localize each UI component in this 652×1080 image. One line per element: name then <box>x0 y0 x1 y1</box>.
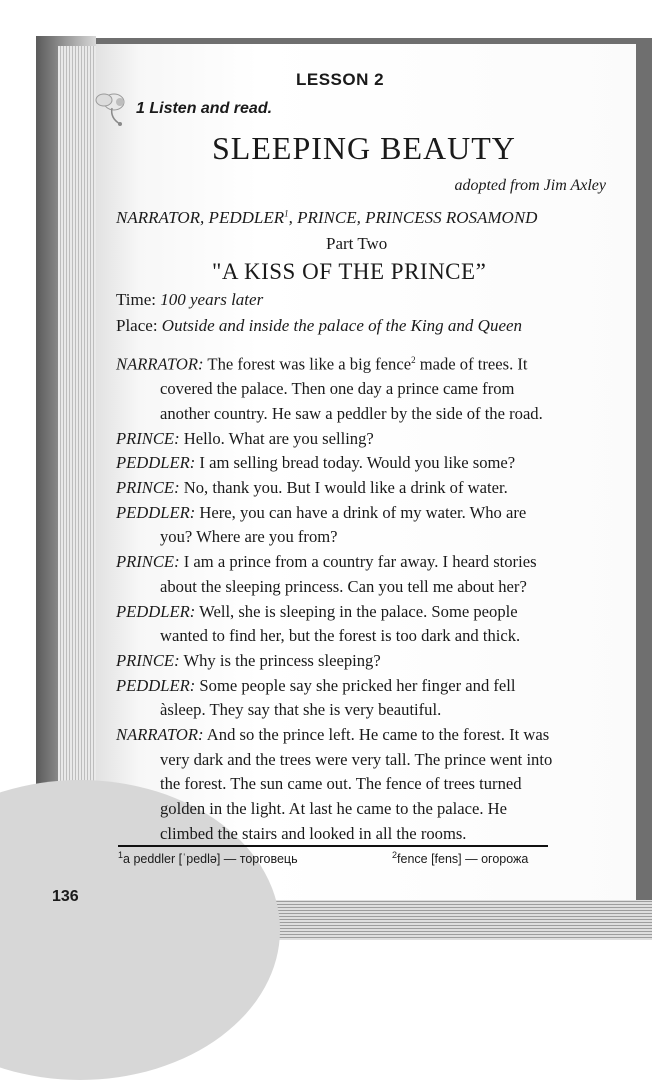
dialogue-continuation: climbed the stairs and looked in all the rooms. <box>160 823 467 843</box>
dialogue-continuation: wanted to find her, but the forest is too dark and thick. <box>160 626 521 646</box>
book-page-edges <box>58 46 100 906</box>
speaker-name: PRINCE: <box>116 552 180 572</box>
footnote-mark: 2 <box>411 355 416 365</box>
scene-title: "A KISS OF THE PRINCE” <box>212 259 487 284</box>
speaker-name: PEDDLER: <box>116 453 196 473</box>
adaptation-credit: adopted from Jim Axley <box>454 177 606 194</box>
dialogue-text: made of trees. It <box>415 354 528 374</box>
dialogue-continuation: you? Where are you from? <box>160 527 338 547</box>
footnote-1-text: a peddler [ˈpedlə] — торговець <box>123 852 298 867</box>
part-label: Part Two <box>326 234 388 253</box>
dialogue-line <box>116 723 616 847</box>
speaker-name: PEDDLER: <box>116 675 196 695</box>
time-value: 100 years later <box>160 290 264 309</box>
dialogue-continuation: àsleep. They say that she is very beautiful. <box>160 700 442 720</box>
speaker-name: PRINCE: <box>116 478 180 498</box>
place-label: Place: <box>116 316 158 335</box>
speaker-name: NARRATOR: <box>116 725 204 745</box>
dialogue-line <box>116 600 616 649</box>
dialogue-continuation: about the sleeping princess. Can you tell me about her? <box>160 576 527 596</box>
cast-list <box>116 208 537 228</box>
dialogue-line <box>116 451 616 476</box>
dialogue-line <box>116 501 616 550</box>
dialogue-line <box>116 550 616 599</box>
footnote-divider <box>118 845 548 847</box>
dialogue-continuation: golden in the light. At last he came to the palace. He <box>160 799 507 819</box>
dialogue <box>116 348 616 847</box>
dialogue-text: Why is the princess sleeping? <box>179 650 381 670</box>
dialogue-line <box>116 348 616 427</box>
dialogue-text: The forest was like a big fence <box>203 354 412 374</box>
footnote-1 <box>118 850 298 866</box>
dialogue-continuation: very dark and the trees were very tall. The prince went into <box>160 749 553 769</box>
speaker-name: PEDDLER: <box>116 502 196 522</box>
cast-names-rest: , PRINCE, PRINCESS ROSAMOND <box>288 208 538 227</box>
speaker-name: NARRATOR: <box>116 354 204 374</box>
footnote-1-mark: 1 <box>118 850 124 860</box>
lesson-heading: LESSON 2 <box>296 70 385 89</box>
dialogue-text: I am selling bread today. Would you like some? <box>195 453 516 473</box>
dialogue-text: Well, she is sleeping in the palace. Some people <box>195 601 518 621</box>
dialogue-text: Some people say she pricked her finger and fell <box>195 675 516 695</box>
speaker-name: PRINCE: <box>116 650 180 670</box>
page-number: 136 <box>52 888 79 905</box>
footnote-mark: 1 <box>284 208 289 219</box>
ladybug-icon <box>90 88 134 128</box>
dialogue-text: Hello. What are you selling? <box>179 428 374 448</box>
footnote-2 <box>392 850 528 866</box>
dialogue-line <box>116 649 616 674</box>
footnote-2-text: fence [fens] — огорожа <box>397 852 529 867</box>
speaker-name: PEDDLER: <box>116 601 196 621</box>
dialogue-text: I am a prince from a country far away. I heard stories <box>179 552 537 572</box>
dialogue-text: And so the prince left. He came to the forest. It was <box>203 725 550 745</box>
dialogue-line <box>116 476 616 501</box>
exercise-instruction: 1 Listen and read. <box>136 100 273 117</box>
place-value: Outside and inside the palace of the King and Queen <box>161 316 523 335</box>
dialogue-line <box>116 674 616 723</box>
dialogue-text: No, thank you. But I would like a drink of water. <box>179 478 508 498</box>
dialogue-continuation: covered the palace. Then one day a prince came from <box>160 379 515 399</box>
story-title: SLEEPING BEAUTY <box>212 130 516 166</box>
cast-names: NARRATOR, PEDDLER <box>116 208 285 227</box>
dialogue-continuation: another country. He saw a peddler by the side of the road. <box>160 403 543 423</box>
dialogue-text: Here, you can have a drink of my water. Who are <box>195 502 527 522</box>
dialogue-continuation: the forest. The sun came out. The fence of trees turned <box>160 774 522 794</box>
time-label: Time: <box>116 290 157 309</box>
footnote-2-mark: 2 <box>392 850 398 860</box>
time-line <box>116 290 263 310</box>
speaker-name: PRINCE: <box>116 428 180 448</box>
dialogue-line <box>116 427 616 452</box>
place-line <box>116 316 522 336</box>
